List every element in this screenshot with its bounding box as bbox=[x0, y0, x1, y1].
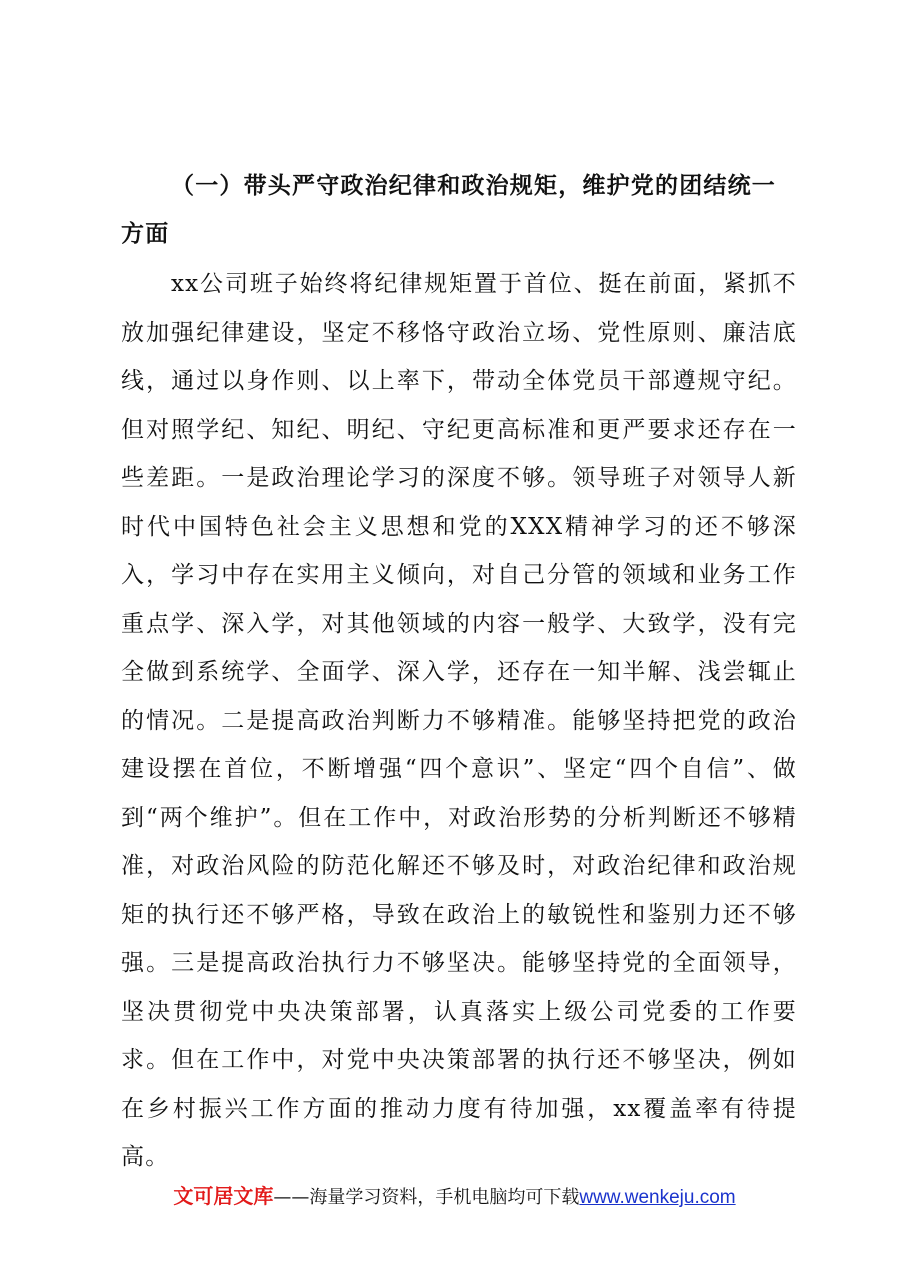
section-heading: （一）带头严守政治纪律和政治规矩，维护党的团结统一方面 bbox=[121, 172, 776, 247]
footer-banner bbox=[0, 1182, 909, 1212]
document-body bbox=[121, 162, 797, 1182]
footer-brand: 文可居文库 bbox=[173, 1184, 274, 1208]
footer-tagline: ——海量学习资料，手机电脑均可下载 bbox=[273, 1187, 580, 1208]
footer-website-link[interactable]: www.wenkeju.com bbox=[579, 1187, 736, 1208]
body-paragraph: xx公司班子始终将纪律规矩置于首位、挺在前面，紧抓不放加强纪律建设，坚定不移恪守政治立场、党性原则、廉洁底线，通过以身作则、以上率下，带动全体党员干部遵规守纪。但对照学纪、知纪、明纪、守纪更高标准和更严要求还存在一些差距。一是政治理论学习的深度不够。领导班子对领导人新时代中国特色社会主义思想和党的XXX精神学习的还不够深入，学习中存在实用主义倾向，对自己分管的领域和业务工作重点学、深入学，对其他领域的内容一般学、大致学，没有完全做到系统学、全面学、深入学，还存在一知半解、浅尝辄止的情况。二是提高政治判断力不够精准。能够坚持把党的政治建设摆在首位，不断增强“四个意识”、坚定“四个自信”、做到“两个维护”。但在工作中，对政治形势的分析判断还不够精准，对政治风险的防范化解还不够及时，对政治纪律和政治规矩的执行还不够严格，导致在政治上的敏锐性和鉴别力还不够强。三是提高政治执行力不够坚决。能够坚持党的全面领导，坚决贯彻党中央决策部署，认真落实上级公司党委的工作要求。但在工作中，对党中央决策部署的执行还不够坚决，例如在乡村振兴工作方面的推动力度有待加强，xx覆盖率有待提高。 bbox=[121, 271, 797, 1170]
